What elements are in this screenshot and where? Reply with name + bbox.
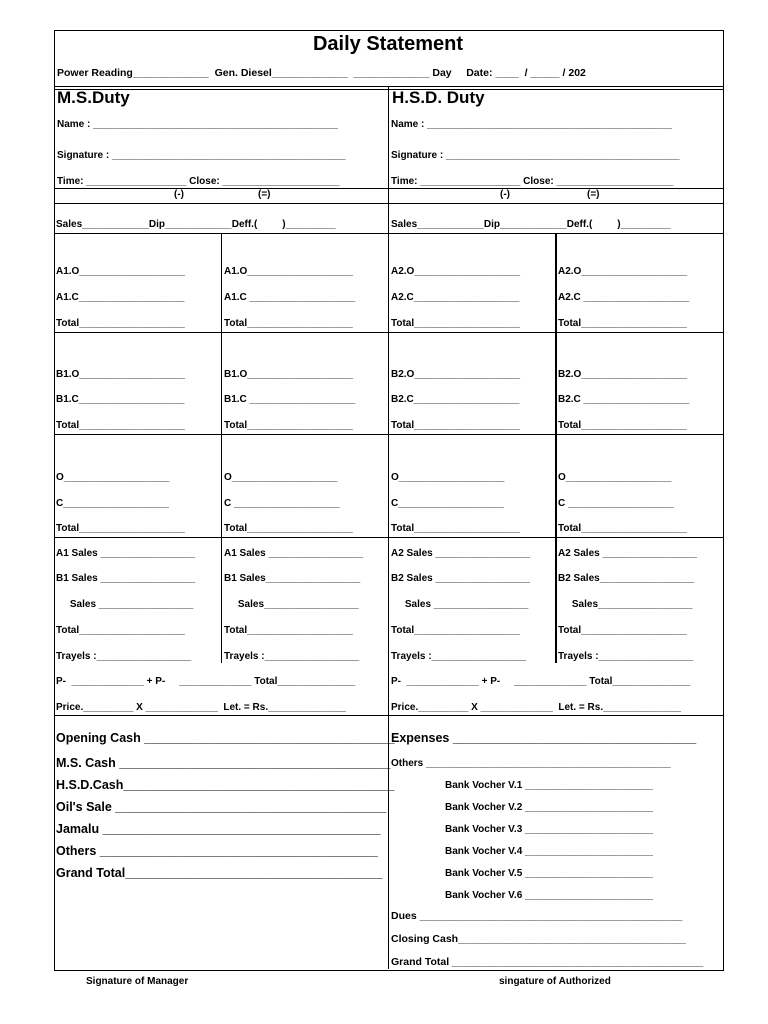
center-divider [388, 86, 389, 969]
hsd-sales-total-field[interactable]: Total___________________ [391, 625, 520, 636]
bank-voucher-field[interactable]: Bank Vocher V.2 _______________________ [445, 802, 653, 813]
oils-sale-field[interactable]: Oil's Sale _______________________________________ [56, 800, 387, 814]
ms-b1-open-field[interactable]: B1.O___________________ [224, 369, 354, 380]
ms-minus-label: (-) [174, 189, 184, 200]
hsd-a2-sales-field[interactable]: A2 Sales _________________ [391, 548, 531, 559]
ms-a1-total-field[interactable]: Total___________________ [224, 318, 353, 329]
closing-cash-field[interactable]: Closing Cash_______________________________________ [391, 933, 686, 945]
ms-signature-field[interactable]: Signature : __________________________________________ [57, 150, 346, 161]
hsd-b2-total-field[interactable]: Total___________________ [391, 420, 520, 431]
bank-voucher-field[interactable]: Bank Vocher V.6 _______________________ [445, 890, 653, 901]
hsd-total-field[interactable]: Total___________________ [558, 523, 687, 534]
hsd-a2-total-field[interactable]: Total___________________ [391, 318, 520, 329]
hsd-a2-open-field[interactable]: A2.O___________________ [391, 266, 521, 277]
ms-time-field[interactable]: Time: __________________ Close: _____________________ [57, 176, 340, 187]
ms-c-field[interactable]: C ___________________ [224, 498, 340, 509]
ms-b1-close-field[interactable]: B1.C ___________________ [224, 394, 356, 405]
hsd-cash-field[interactable]: H.S.D.Cash_______________________________________ [56, 778, 395, 792]
hsd-b2-total-field[interactable]: Total___________________ [558, 420, 687, 431]
ms-b1-total-field[interactable]: Total___________________ [224, 420, 353, 431]
hsd-time-field[interactable]: Time: __________________ Close: _____________________ [391, 176, 674, 187]
ms-trayels-field[interactable]: Trayels :_________________ [56, 651, 192, 662]
ms-sales-field[interactable]: Sales _________________ [56, 599, 194, 610]
hsd-sales-field[interactable]: Sales_________________ [558, 599, 693, 610]
ms-a1-close-field[interactable]: A1.C ___________________ [224, 292, 356, 303]
page-title: Daily Statement [312, 33, 464, 55]
hsd-signature-field[interactable]: Signature : __________________________________________ [391, 150, 680, 161]
grand-total-field[interactable]: Grand Total_____________________________________ [56, 866, 383, 880]
bank-voucher-field[interactable]: Bank Vocher V.5 _______________________ [445, 868, 653, 879]
hsd-b2-close-field[interactable]: B2.C___________________ [391, 394, 520, 405]
hsd-minus-label: (-) [500, 189, 510, 200]
hsd-c-field[interactable]: C___________________ [391, 498, 504, 509]
hsd-sales-field[interactable]: Sales _________________ [391, 599, 529, 610]
ms-trayels-field[interactable]: Trayels :_________________ [224, 651, 360, 662]
authorized-signature-label: singature of Authorized [499, 976, 611, 987]
expenses-grand-total-field[interactable]: Grand Total ___________________________________________ [391, 956, 704, 968]
hsd-b2-open-field[interactable]: B2.O___________________ [558, 369, 688, 380]
hsd-a2-close-field[interactable]: A2.C___________________ [391, 292, 520, 303]
hsd-name-field[interactable]: Name : ____________________________________________ [391, 119, 672, 130]
manager-signature-label: Signature of Manager [86, 976, 189, 987]
bank-voucher-field[interactable]: Bank Vocher V.1 _______________________ [445, 780, 653, 791]
hsd-total-field[interactable]: Total___________________ [391, 523, 520, 534]
hsd-heading: H.S.D. Duty [392, 88, 485, 107]
jamalu-field[interactable]: Jamalu ________________________________________ [56, 822, 381, 836]
ms-a1-open-field[interactable]: A1.O___________________ [56, 266, 186, 277]
hsd-a2-close-field[interactable]: A2.C ___________________ [558, 292, 690, 303]
column-divider [221, 233, 222, 663]
hsd-sales-field[interactable]: Sales____________Dip____________Deff.( )_________ [391, 219, 671, 230]
ms-p-line[interactable]: P- _____________ + P- _____________ Total______________ [56, 676, 356, 687]
hsd-o-field[interactable]: O___________________ [558, 472, 672, 483]
bank-voucher-field[interactable]: Bank Vocher V.4 _______________________ [445, 846, 653, 857]
hsd-sales-total-field[interactable]: Total___________________ [558, 625, 687, 636]
hsd-price-line[interactable]: Price._________ X _____________ Let. = Rs.______________ [391, 702, 681, 713]
hsd-a2-total-field[interactable]: Total___________________ [558, 318, 687, 329]
ms-name-field[interactable]: Name : ____________________________________________ [57, 119, 338, 130]
hsd-a2-sales-field[interactable]: A2 Sales _________________ [558, 548, 698, 559]
ms-equals-label: (=) [258, 189, 271, 200]
ms-cash-field[interactable]: M.S. Cash _______________________________________ [56, 756, 391, 770]
ms-b1-sales-field[interactable]: B1 Sales _________________ [56, 573, 196, 584]
ms-o-field[interactable]: O___________________ [224, 472, 338, 483]
ms-a1-close-field[interactable]: A1.C___________________ [56, 292, 185, 303]
hsd-o-field[interactable]: O___________________ [391, 472, 505, 483]
hsd-c-field[interactable]: C ___________________ [558, 498, 674, 509]
ms-total-field[interactable]: Total___________________ [56, 523, 185, 534]
bank-voucher-field[interactable]: Bank Vocher V.3 _______________________ [445, 824, 653, 835]
hsd-trayels-field[interactable]: Trayels :_________________ [558, 651, 694, 662]
ms-a1-sales-field[interactable]: A1 Sales _________________ [56, 548, 196, 559]
ms-o-field[interactable]: O___________________ [56, 472, 170, 483]
hsd-b2-close-field[interactable]: B2.C ___________________ [558, 394, 690, 405]
ms-a1-total-field[interactable]: Total___________________ [56, 318, 185, 329]
ms-a1-open-field[interactable]: A1.O___________________ [224, 266, 354, 277]
hsd-equals-label: (=) [587, 189, 600, 200]
ms-heading: M.S.Duty [57, 88, 130, 107]
expenses-field[interactable]: Expenses ___________________________________ [391, 731, 697, 745]
dues-field[interactable]: Dues _____________________________________________ [391, 910, 683, 922]
others-field[interactable]: Others ________________________________________ [56, 844, 378, 858]
ms-a1-sales-field[interactable]: A1 Sales _________________ [224, 548, 364, 559]
ms-b1-sales-field[interactable]: B1 Sales_________________ [224, 573, 361, 584]
ms-price-line[interactable]: Price._________ X _____________ Let. = Rs.______________ [56, 702, 346, 713]
ms-sales-total-field[interactable]: Total___________________ [224, 625, 353, 636]
ms-sales-field[interactable]: Sales_________________ [224, 599, 359, 610]
header-fields: Power Reading_____________ Gen. Diesel_____________ _____________ Day Date: ____ / _____ / 202 [57, 67, 586, 79]
hsd-a2-open-field[interactable]: A2.O___________________ [558, 266, 688, 277]
hsd-trayels-field[interactable]: Trayels :_________________ [391, 651, 527, 662]
ms-b1-close-field[interactable]: B1.C___________________ [56, 394, 185, 405]
hsd-b2-sales-field[interactable]: B2 Sales _________________ [391, 573, 531, 584]
opening-cash-field[interactable]: Opening Cash ____________________________________ [56, 731, 395, 745]
column-divider [555, 233, 557, 663]
ms-total-field[interactable]: Total___________________ [224, 523, 353, 534]
ms-c-field[interactable]: C___________________ [56, 498, 169, 509]
hsd-p-line[interactable]: P- _____________ + P- _____________ Total______________ [391, 676, 691, 687]
ms-b1-open-field[interactable]: B1.O___________________ [56, 369, 186, 380]
ms-b1-total-field[interactable]: Total___________________ [56, 420, 185, 431]
expenses-others-field[interactable]: Others ____________________________________________ [391, 758, 671, 769]
ms-sales-field[interactable]: Sales____________Dip____________Deff.( )_________ [56, 219, 336, 230]
hsd-b2-open-field[interactable]: B2.O___________________ [391, 369, 521, 380]
hsd-b2-sales-field[interactable]: B2 Sales_________________ [558, 573, 695, 584]
ms-sales-total-field[interactable]: Total___________________ [56, 625, 185, 636]
